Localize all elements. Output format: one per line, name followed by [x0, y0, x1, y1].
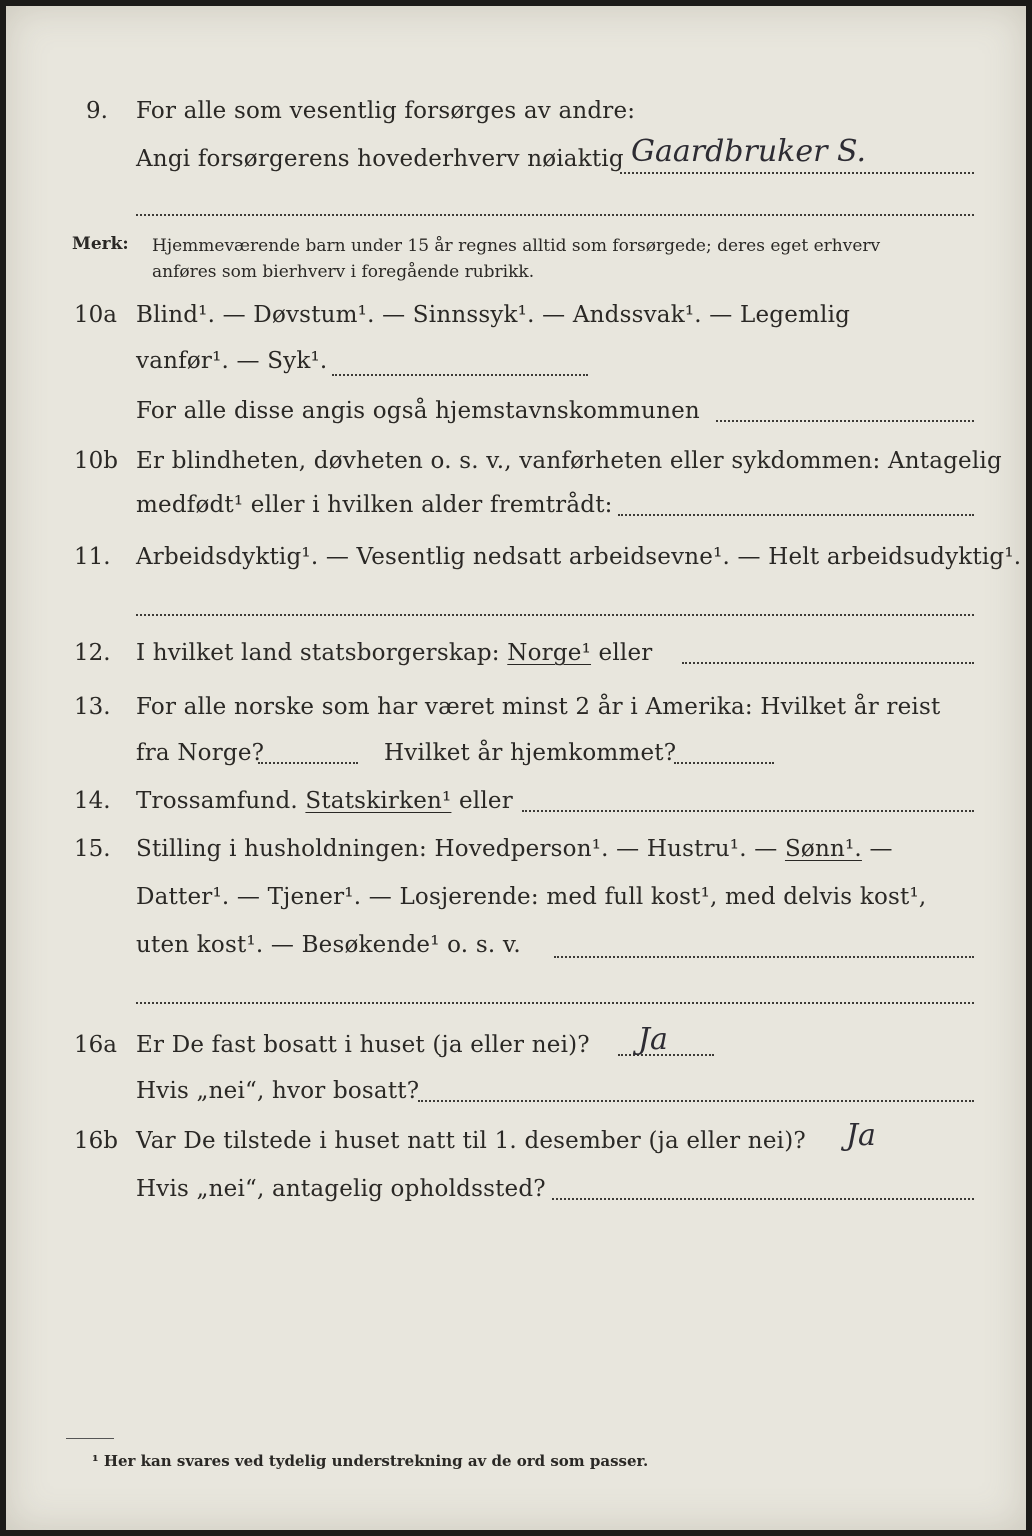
q13-number: 13. [74, 694, 111, 720]
q16b-line1: Var De tilstede i huset natt til 1. desember (ja eller nei)? [136, 1128, 806, 1154]
q9-extra-line [136, 214, 974, 216]
q16b-opholdssted-line [552, 1198, 974, 1200]
q13-line2b: Hvilket år hjemkommet? [384, 740, 677, 766]
merk-line2: anføres som bierhverv i foregående rubrikk. [152, 262, 535, 282]
q14-question: Trossamfund. [136, 788, 298, 814]
q13-line2a: fra Norge? [136, 740, 265, 766]
q9-line2: Angi forsørgerens hovederhverv nøiaktig [136, 146, 624, 172]
q15-number: 15. [74, 836, 111, 862]
q12-eller: eller [598, 640, 653, 666]
q16b-handwritten-answer: Ja [846, 1118, 876, 1153]
footnote-rule [66, 1438, 114, 1439]
q11-line1: Arbeidsdyktig¹. — Vesentlig nedsatt arbeidsevne¹. — Helt arbeidsudyktig¹. [136, 544, 1022, 570]
q15-line1 [136, 836, 893, 862]
q9-handwritten-answer: Gaardbruker S. [631, 134, 866, 169]
q15-line2: Datter¹. — Tjener¹. — Losjerende: med full kost¹, med delvis kost¹, [136, 884, 927, 910]
q14-eller: eller [458, 788, 513, 814]
q13-line1: For alle norske som har været minst 2 år i Amerika: Hvilket år reist [136, 694, 941, 720]
q16a-number: 16a [74, 1032, 117, 1058]
q16b-line2: Hvis „nei“, antagelig opholdssted? [136, 1176, 546, 1202]
q10a-line3: For alle disse angis også hjemstavnskommunen [136, 398, 700, 424]
q13-reist-line [258, 762, 358, 764]
q12-question: I hvilket land statsborgerskap: [136, 640, 500, 666]
q14-line [136, 788, 513, 814]
q16a-handwritten-answer: Ja [638, 1022, 668, 1057]
q15-other-line [554, 956, 974, 958]
q10b-answer-line [618, 514, 974, 516]
q16a-line2: Hvis „nei“, hvor bosatt? [136, 1078, 420, 1104]
q10b-line1: Er blindheten, døvheten o. s. v., vanførheten eller sykdommen: Antagelig [136, 448, 1002, 474]
q16a-bosatt-line [418, 1100, 974, 1102]
q9-answer-line [620, 172, 974, 174]
q10a-syk-line [332, 374, 588, 376]
q10b-number: 10b [74, 448, 118, 474]
q9-number: 9. [86, 98, 108, 124]
footnote [92, 1452, 648, 1470]
q15-line3: uten kost¹. — Besøkende¹ o. s. v. [136, 932, 521, 958]
q15-options: Stilling i husholdningen: Hovedperson¹. — Hustru¹. — [136, 836, 778, 862]
merk-label: Merk: [72, 234, 129, 254]
q12-underlined-answer: Norge¹ [507, 640, 592, 666]
q12-line [136, 640, 652, 666]
footnote-mark: ¹ [92, 1452, 99, 1470]
q10b-line2: medfødt¹ eller i hvilken alder fremtrådt: [136, 492, 613, 518]
q14-underlined-answer: Statskirken¹ [305, 788, 452, 814]
merk-line1: Hjemmeværende barn under 15 år regnes alltid som forsørgede; deres eget erhverv [152, 236, 881, 256]
q10a-line1: Blind¹. — Døvstum¹. — Sinnssyk¹. — Andssvak¹. — Legemlig [136, 302, 851, 328]
q15-dash: — [869, 836, 893, 862]
q16a-line1: Er De fast bosatt i huset (ja eller nei)? [136, 1032, 590, 1058]
q10a-kommune-line [716, 420, 974, 422]
q14-other-line [522, 810, 974, 812]
q9-line1: For alle som vesentlig forsørges av andre: [136, 98, 636, 124]
q15-extra-line [136, 1002, 974, 1004]
q11-number: 11. [74, 544, 111, 570]
q16b-number: 16b [74, 1128, 118, 1154]
q12-number: 12. [74, 640, 111, 666]
q12-other-line [682, 662, 974, 664]
q10a-number: 10a [74, 302, 117, 328]
footnote-text: Her kan svares ved tydelig understrekning av de ord som passer. [103, 1452, 649, 1470]
q15-underlined-answer: Sønn¹. [784, 836, 862, 862]
q13-hjemkommet-line [674, 762, 774, 764]
q10a-line2: vanfør¹. — Syk¹. [136, 348, 328, 374]
census-form-page [6, 6, 1026, 1530]
q11-answer-line [136, 614, 974, 616]
q14-number: 14. [74, 788, 111, 814]
